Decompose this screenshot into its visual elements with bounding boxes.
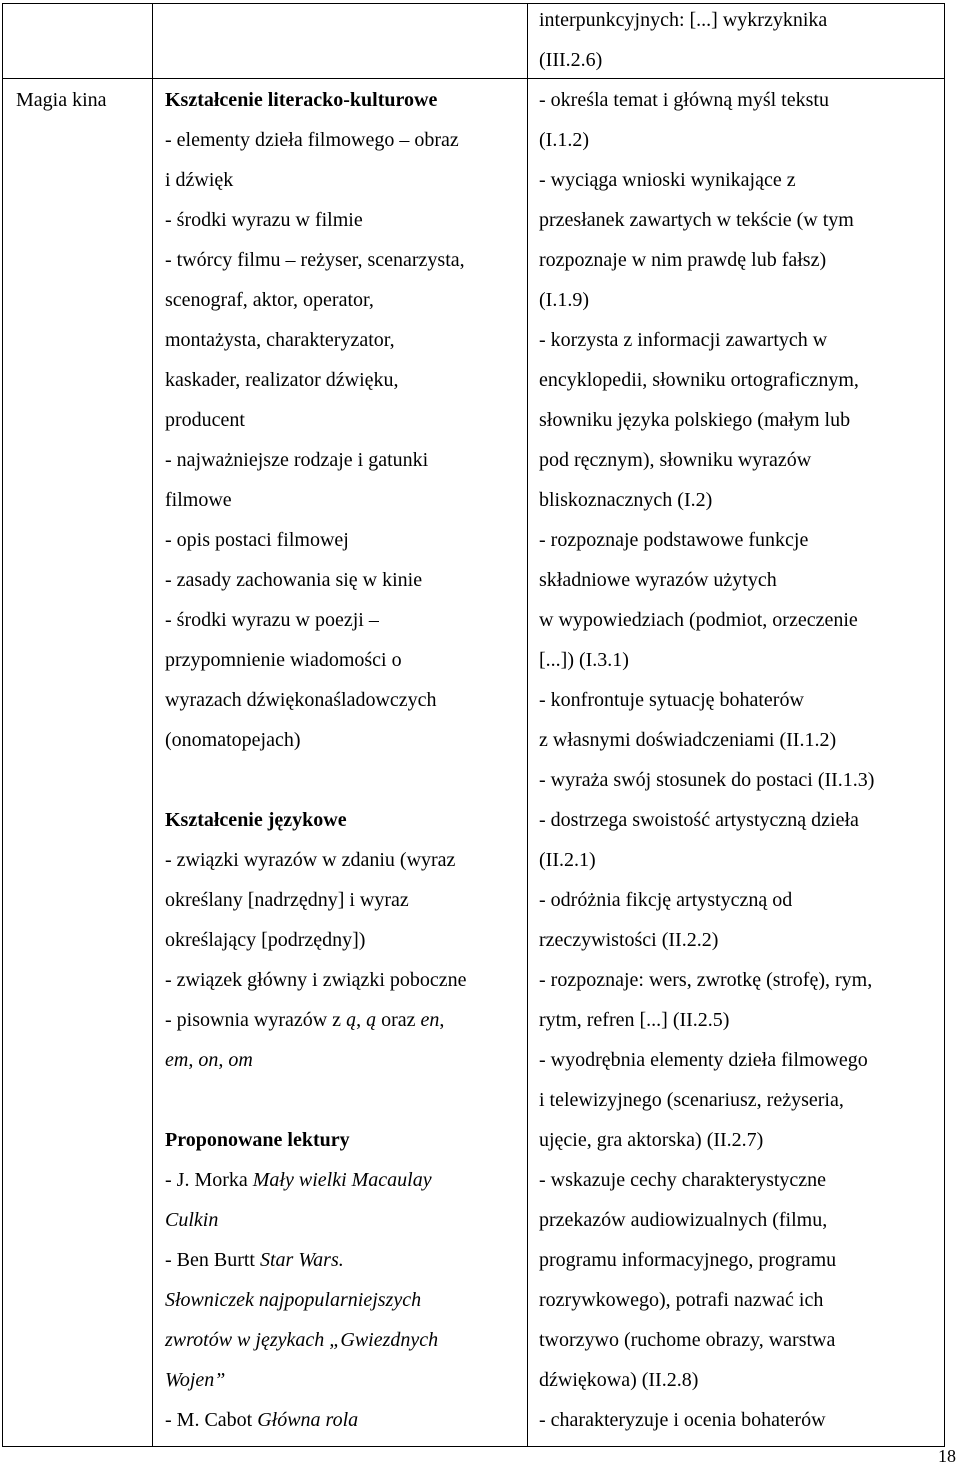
content-line: - elementy dzieła filmowego – obraz xyxy=(165,129,459,151)
requirement-line: (I.1.9) xyxy=(539,289,589,311)
requirements-cell xyxy=(539,80,874,1440)
content-line: kaskader, realizator dźwięku, xyxy=(165,369,399,391)
spelling-letter: ą xyxy=(366,1009,377,1031)
requirement-line: przekazów audiowizualnych (filmu, xyxy=(539,1209,828,1231)
spelling-prefix: - pisownia wyrazów z xyxy=(165,1009,347,1031)
content-line: - zasady zachowania się w kinie xyxy=(165,569,423,591)
reading-item xyxy=(165,1400,467,1440)
reading-title: Star Wars. xyxy=(260,1249,344,1271)
requirement-line: - wyciąga wnioski wynikające z xyxy=(539,169,796,191)
requirement-line: z własnymi doświadczeniami (II.1.2) xyxy=(539,729,837,751)
content-line: filmowe xyxy=(165,489,232,511)
requirement-line: - korzysta z informacji zawartych w xyxy=(539,329,828,351)
requirement-line: (II.2.1) xyxy=(539,849,596,871)
reading-title: Główna rola xyxy=(257,1409,359,1431)
section-heading-literary: Kształcenie literacko-kulturowe xyxy=(165,89,438,111)
spelling-letter: en xyxy=(420,1009,440,1031)
content-line: i dźwięk xyxy=(165,169,234,191)
content-line: - twórcy filmu – reżyser, scenarzysta, xyxy=(165,249,465,271)
requirement-line: - charakteryzuje i ocenia bohaterów xyxy=(539,1409,826,1431)
spelling-line xyxy=(165,1000,467,1040)
requirement-line: - wskazuje cechy charakterystyczne xyxy=(539,1169,827,1191)
spelling-letter: ą xyxy=(346,1009,357,1031)
content-line: - opis postaci filmowej xyxy=(165,529,349,551)
requirement-line: - wyraża swój stosunek do postaci (II.1.3) xyxy=(539,769,875,791)
requirement-line: - rozpoznaje podstawowe funkcje xyxy=(539,529,809,551)
content-line: - środki wyrazu w filmie xyxy=(165,209,363,231)
reading-author: - Ben Burtt xyxy=(165,1249,260,1271)
requirement-line: rzeczywistości (II.2.2) xyxy=(539,929,719,951)
section-heading-readings: Proponowane lektury xyxy=(165,1129,350,1151)
content-line: - najważniejsze rodzaje i gatunki xyxy=(165,449,429,471)
table-right-border xyxy=(944,3,945,1447)
spelling-separator: , xyxy=(356,1009,367,1031)
requirement-line: - wyodrębnia elementy dzieła filmowego xyxy=(539,1049,868,1071)
content-line: określający [podrzędny]) xyxy=(165,929,366,951)
requirement-line: interpunkcyjnych: [...] wykrzyknika xyxy=(539,9,828,31)
prev-requirements-cell xyxy=(539,0,827,80)
requirement-line: rozpoznaje w nim prawdę lub fałsz) xyxy=(539,249,827,271)
requirement-line: rozrywkowego), potrafi nazwać ich xyxy=(539,1289,824,1311)
reading-subtitle: Wojen” xyxy=(165,1369,226,1391)
column-divider-1 xyxy=(152,3,153,1447)
requirement-line: słowniku języka polskiego (małym lub xyxy=(539,409,851,431)
content-line: określany [nadrzędny] i wyraz xyxy=(165,889,409,911)
spelling-line-2: em, on, om xyxy=(165,1049,253,1071)
content-line: - związek główny i związki poboczne xyxy=(165,969,467,991)
reading-subtitle: zwrotów w językach „Gwiezdnych xyxy=(165,1329,439,1351)
spelling-comma: , xyxy=(439,1009,445,1031)
requirement-line: dźwiękowa) (II.2.8) xyxy=(539,1369,699,1391)
content-line: wyrazach dźwiękonaśladowczych xyxy=(165,689,437,711)
spelling-connector: oraz xyxy=(376,1009,421,1031)
requirement-line: przesłanek zawartych w tekście (w tym xyxy=(539,209,854,231)
reading-title: Mały wielki Macaulay xyxy=(252,1169,432,1191)
reading-item xyxy=(165,1240,467,1280)
reading-title-cont: Culkin xyxy=(165,1209,219,1231)
requirement-line: składniowe wyrazów użytych xyxy=(539,569,777,591)
requirement-line: encyklopedii, słowniku ortograficznym, xyxy=(539,369,859,391)
table-left-border xyxy=(2,3,3,1447)
requirement-line: - odróżnia fikcję artystyczną od xyxy=(539,889,793,911)
reading-item xyxy=(165,1160,467,1200)
requirement-line: bliskoznacznych (I.2) xyxy=(539,489,713,511)
content-line: montażysta, charakteryzator, xyxy=(165,329,395,351)
column-divider-2 xyxy=(527,3,528,1447)
content-line: - środki wyrazu w poezji – xyxy=(165,609,379,631)
section-heading-language: Kształcenie językowe xyxy=(165,809,347,831)
content-line: - związki wyrazów w zdaniu (wyraz xyxy=(165,849,456,871)
requirement-line: w wypowiedziach (podmiot, orzeczenie xyxy=(539,609,858,631)
topic-cell xyxy=(16,80,107,120)
requirement-line: pod ręcznym), słowniku wyrazów xyxy=(539,449,812,471)
content-cell xyxy=(165,80,467,1440)
requirement-line: - rozpoznaje: wers, zwrotkę (strofę), rym, xyxy=(539,969,873,991)
content-line: scenograf, aktor, operator, xyxy=(165,289,374,311)
requirement-line: (III.2.6) xyxy=(539,49,603,71)
blank-line xyxy=(165,760,467,800)
content-line: producent xyxy=(165,409,245,431)
reading-author: - J. Morka xyxy=(165,1169,253,1191)
content-line: przypomnienie wiadomości o xyxy=(165,649,402,671)
requirement-line: tworzywo (ruchome obrazy, warstwa xyxy=(539,1329,836,1351)
blank-line xyxy=(165,1080,467,1120)
reading-subtitle: Słowniczek najpopularniejszych xyxy=(165,1289,422,1311)
requirement-line: - dostrzega swoistość artystyczną dzieła xyxy=(539,809,859,831)
requirement-line: - określa temat i główną myśl tekstu xyxy=(539,89,829,111)
requirement-line: rytm, refren [...] (II.2.5) xyxy=(539,1009,730,1031)
requirement-line: [...]) (I.3.1) xyxy=(539,649,629,671)
requirement-line: i telewizyjnego (scenariusz, reżyseria, xyxy=(539,1089,844,1111)
requirement-line: - konfrontuje sytuację bohaterów xyxy=(539,689,804,711)
page-number: 18 xyxy=(938,1446,956,1466)
topic-title: Magia kina xyxy=(16,89,107,111)
requirement-line: ujęcie, gra aktorska) (II.2.7) xyxy=(539,1129,764,1151)
requirement-line: (I.1.2) xyxy=(539,129,589,151)
reading-author: - M. Cabot xyxy=(165,1409,258,1431)
table-bottom-border xyxy=(2,1446,945,1447)
content-line: (onomatopejach) xyxy=(165,729,301,751)
requirement-line: programu informacyjnego, programu xyxy=(539,1249,837,1271)
